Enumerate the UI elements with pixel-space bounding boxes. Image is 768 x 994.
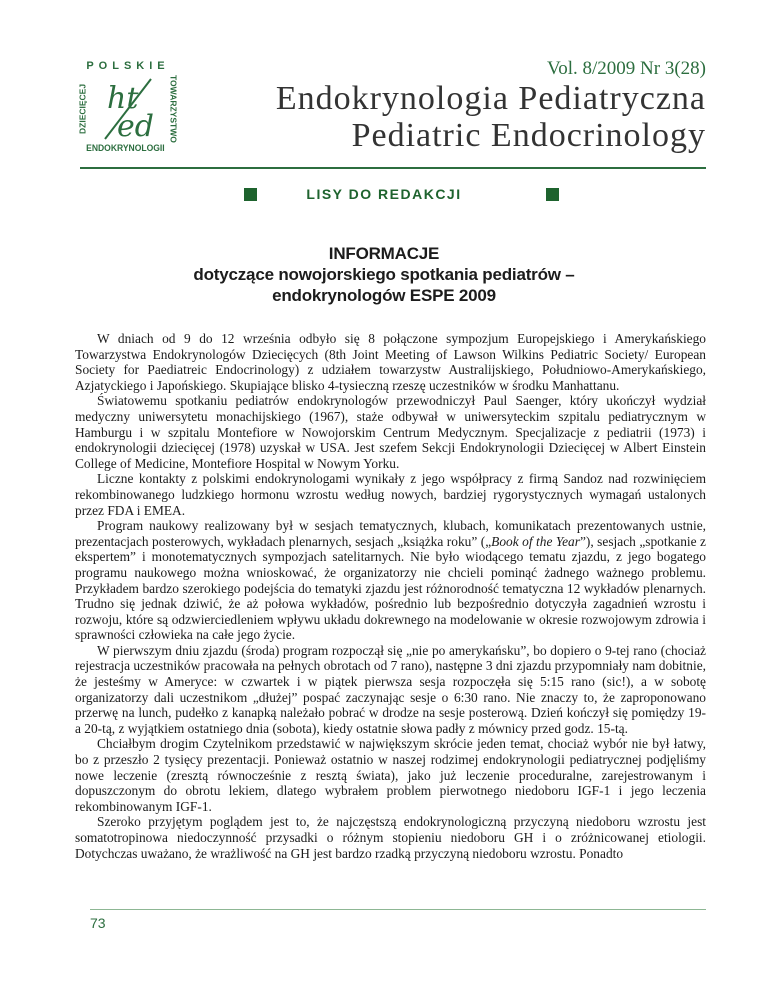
body-paragraph bbox=[75, 471, 706, 518]
journal-title-en: Pediatric Endocrinology bbox=[351, 117, 706, 154]
masthead bbox=[276, 58, 706, 154]
page-number: 73 bbox=[90, 915, 106, 931]
article-heading-line: endokrynologów ESPE 2009 bbox=[272, 286, 496, 305]
article-heading-line: INFORMACJE bbox=[328, 244, 440, 263]
square-bullet-icon bbox=[546, 188, 559, 201]
text-run: W dniach od 9 do 12 września odbyło się 8 połączone sympozjum Europejskiego i Amerykańskiego Towarzystwa Endokrynologów Dziecięcych (8th Joint Meeting of Lawson Wilkins Pediatric Society/ European Society for Paediatreic Endocrinology) z udziałem towarzystw Australijskiego, Południowo-Amerykańskiego, Azjatyckiego i Japońskiego. Skupiające blisko 4-tysieczną rzeszę uczestników w środku Manhattanu. bbox=[75, 331, 706, 393]
volume-label: Vol. 8/2009 Nr 3(28) bbox=[546, 58, 706, 79]
text-run: Światowemu spotkaniu pediatrów endokrynologów przewodniczył Paul Saenger, który ukończył wydział medyczny uniwersytetu monachijskiego (1967), staże odbywał w uniwersyteckim szpitalu pediatrycznym w Hamburgu i w szpitalu Montefiore w Nowojorskim Centrum Medycznym. Specjalizacje z pediatrii (1973) i endokrynologii dziecięcej (1978) uzyskał w USA. Jest szefem Sekcji Endokrynologii Dziecięcej w Albert Einstein College of Medicine, Montefiore Hospital w Nowym Yorku. bbox=[75, 393, 706, 471]
body-paragraph bbox=[75, 643, 706, 737]
body-paragraph bbox=[75, 518, 706, 643]
text-run: Chciałbym drogim Czytelnikom przedstawić w największym skrócie jeden temat, chociaż wybór nie był łatwy, bo z przeszło 2 tysięcy prezentacji. Ponieważ ostatnio w naszej rodzimej endokrynologii pediatrycznej podjęliśmy nowe leczenie (zresztą równocześnie z resztą świata), jako już leczenie proceduralne, zarejestrowanym i dopuszczonym do obrotu lekiem, dlatego wybrałem problem pierwotnego niedoboru IGF-1 i jego leczenia rekombinowanym IGF-1. bbox=[75, 736, 706, 814]
article-heading-line: dotyczące nowojorskiego spotkania pediatrów – bbox=[193, 265, 575, 284]
text-run: Program naukowy realizowany był w sesjach tematycznych, klubach, komunikatach prezentowanych ustnie, prezentacjach posterowych, wykładach plenarnych, sesjach „książka roku” („ bbox=[75, 518, 706, 549]
svg-text:ed: ed bbox=[117, 109, 154, 142]
body-paragraph bbox=[75, 331, 706, 393]
logo-text-top: POLSKIE bbox=[86, 60, 170, 72]
section-label: LISY DO REDAKCJI bbox=[306, 186, 462, 202]
header-divider bbox=[80, 167, 706, 169]
logo-monogram-icon bbox=[89, 75, 167, 143]
body-paragraph bbox=[75, 393, 706, 471]
text-run: Szeroko przyjętym poglądem jest to, że najczęstszą endokrynologiczną przyczyną niedoboru wzrostu jest somatotropinowa niedoczynność przysadki o różnym stopieniu niedoboru GH i o zróżnicowanej etiologii. Dotychczas uważano, że wrażliwość na GH jest bardzo rzadką przyczyną niedoboru wzrostu. Ponadto bbox=[75, 814, 706, 861]
body-paragraph bbox=[75, 736, 706, 814]
footer-divider bbox=[90, 909, 706, 910]
square-bullet-icon bbox=[244, 188, 257, 201]
text-run: W pierwszym dniu zjazdu (środa) program rozpoczął się „nie po amerykańsku”, bo dopiero o 9-tej rano (chociaż rejestracja uczestników pracowała na pełnych obrotach od 7 rano), następne 3 dni zjazdu przypomniały nam dobitnie, że jesteśmy w Ameryce: w czwartek i w piątek pierwsza sesja rozpoczęła się 5:15 rano (sic!), a w sobotę organizatorzy dali uczestnikom „dłużej” pospać zaczynając sesje o 6:30 rano. Nie znaczy to, że zaproponowano przerwę na lunch, pudełko z kanapką należało pobrać w drodze na sesje posterową. Dzień kończył się pomiędzy 19- a 20-tą, z wyjątkiem ostatniego dnia (sobota), kiedy ostatnie słowa padły z mównicy przed godz. 15-tą. bbox=[75, 642, 706, 736]
journal-title-pl: Endokrynologia Pediatryczna bbox=[275, 80, 706, 117]
italic-text-run: Book of the Year bbox=[491, 533, 580, 549]
body-paragraph bbox=[75, 814, 706, 861]
society-logo bbox=[76, 60, 180, 158]
section-header bbox=[0, 186, 768, 204]
article-body bbox=[75, 331, 706, 861]
logo-text-left: DZIECIĘCEJ bbox=[77, 83, 88, 135]
svg-text:ht: ht bbox=[107, 81, 139, 116]
text-run: Liczne kontakty z polskimi endokrynologami wynikały z jego współpracy z firmą Sandoz nad rozwinięciem rekombinowanego ludzkiego hormonu wzrostu według nowych, bardziej rygorystycznych wymagań ustalonych przez FDA i EMEA. bbox=[75, 471, 706, 518]
text-run: ”), sesjach „spotkanie z ekspertem” i monotematycznych sympozjach satelitarnych. Nie było wiodącego tematu zjazdu, z jego bogatego programu naukowego można wnioskować, że organizatorzy nie chcieli pominąć żadnego ważnego problemu. Przykładem bardzo szerokiego podejścia do tematyki zjazdu jest różnorodność tematyczna 12 wykładów plenarnych. Trudno się jednak dziwić, że aż połowa wykładów, pośrednio lub bezpośrednio dotyczyła zagadnień wzrostu i rozwoju, które są odzwierciedleniem wpływu układu dokrewnego na modelowanie w okresie rozwojowym zdrowia i sprawności człowieka na całe jego życie. bbox=[75, 533, 706, 643]
logo-text-right: TOWARZYSTWO bbox=[168, 75, 179, 143]
logo-text-bottom: ENDOKRYNOLOGII bbox=[86, 143, 165, 153]
article-heading bbox=[0, 243, 768, 306]
